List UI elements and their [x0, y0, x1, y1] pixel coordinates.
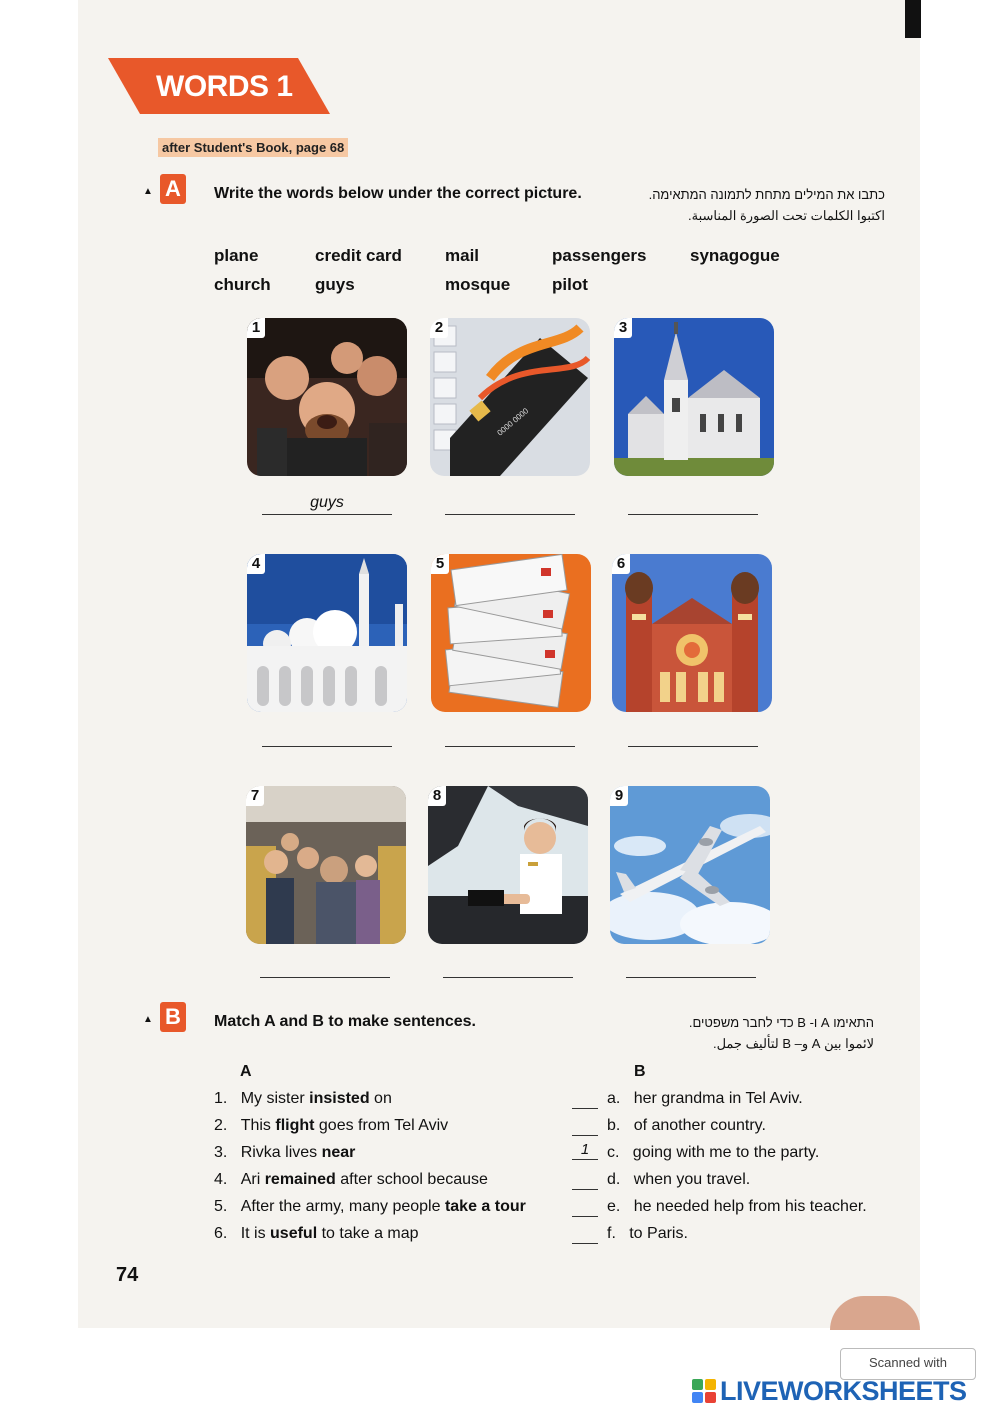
- word-guys: guys: [315, 275, 355, 294]
- item-number: 5.: [214, 1198, 228, 1215]
- page-title: WORDS 1: [156, 70, 293, 103]
- word-mail: mail: [445, 246, 480, 265]
- match-b-item-f: [607, 1225, 688, 1243]
- item-keyword: remained: [264, 1171, 336, 1188]
- answer-line-8[interactable]: [443, 957, 573, 978]
- item-keyword: near: [321, 1144, 356, 1161]
- item-text: after school because: [335, 1171, 488, 1188]
- section-a-arrow-icon: ▲: [143, 186, 153, 197]
- answer-line-1[interactable]: guys: [262, 494, 392, 515]
- match-a-item-2: [214, 1117, 448, 1135]
- picture-mail: [431, 554, 591, 712]
- item-text: going with me to the party.: [632, 1144, 820, 1161]
- answer-line-9[interactable]: [626, 957, 756, 978]
- picture-plane: [610, 786, 770, 944]
- section-a-instruction-ar: اكتبوا الكلمات تحت الصورة المناسبة.: [688, 208, 885, 223]
- match-b-item-c: [607, 1144, 819, 1162]
- match-answer-c[interactable]: 1: [572, 1141, 598, 1160]
- picture-church: [614, 318, 774, 476]
- brand-name: LIVEWORKSHEETS: [720, 1375, 967, 1406]
- match-b-item-a: [607, 1090, 803, 1108]
- picture-number: 4: [247, 554, 265, 574]
- item-keyword: take a tour: [444, 1198, 526, 1215]
- item-letter: c.: [607, 1144, 620, 1161]
- match-b-item-d: [607, 1171, 750, 1189]
- item-number: 3.: [214, 1144, 228, 1161]
- picture-number: 9: [610, 786, 628, 806]
- item-text: After the army, many people: [240, 1198, 445, 1215]
- item-text: to take a map: [317, 1225, 419, 1242]
- match-b-item-e: [607, 1198, 867, 1216]
- column-a-header: A: [240, 1063, 252, 1080]
- item-letter: f.: [607, 1225, 616, 1242]
- column-b-header: B: [634, 1063, 646, 1080]
- item-letter: d.: [607, 1171, 621, 1188]
- item-letter: b.: [607, 1117, 621, 1134]
- match-answer-d[interactable]: [572, 1171, 598, 1190]
- answer-line-3[interactable]: [628, 494, 758, 515]
- item-number: 6.: [214, 1225, 228, 1242]
- item-number: 4.: [214, 1171, 228, 1188]
- item-text: he needed help from his teacher.: [633, 1198, 867, 1215]
- word-synagogue: synagogue: [690, 246, 780, 265]
- answer-line-4[interactable]: [262, 726, 392, 747]
- section-a-instruction: Write the words below under the correct picture.: [214, 185, 582, 202]
- word-passengers: passengers: [552, 246, 647, 265]
- item-number: 1.: [214, 1090, 228, 1107]
- picture-guys-selfie: [247, 318, 407, 476]
- answer-line-6[interactable]: [628, 726, 758, 747]
- item-letter: a.: [607, 1090, 621, 1107]
- item-text: to Paris.: [629, 1225, 688, 1242]
- item-text: of another country.: [633, 1117, 766, 1134]
- scanner-watermark: Scanned with: [840, 1348, 976, 1380]
- item-text: Ari: [240, 1171, 265, 1188]
- picture-passengers: [246, 786, 406, 944]
- section-b-arrow-icon: ▲: [143, 1014, 153, 1025]
- answer-line-2[interactable]: [445, 494, 575, 515]
- item-text: when you travel.: [633, 1171, 751, 1188]
- section-b-instruction-ar: لائموا بين A و– B لتأليف جمل.: [712, 1036, 874, 1051]
- title-banner: [108, 58, 330, 114]
- picture-synagogue: [612, 554, 772, 712]
- picture-number: 8: [428, 786, 446, 806]
- book-reference: after Student's Book, page 68: [158, 138, 348, 157]
- picture-number: 6: [612, 554, 630, 574]
- picture-number: 5: [431, 554, 449, 574]
- picture-mosque: [247, 554, 407, 712]
- item-text: It is: [240, 1225, 271, 1242]
- liveworksheets-logo[interactable]: [692, 1374, 967, 1408]
- match-a-item-5: [214, 1198, 526, 1216]
- match-a-item-6: [214, 1225, 419, 1243]
- match-a-item-4: [214, 1171, 488, 1189]
- word-plane: plane: [214, 246, 259, 265]
- match-answer-b[interactable]: [572, 1117, 598, 1136]
- picture-number: 7: [246, 786, 264, 806]
- item-number: 2.: [214, 1117, 228, 1134]
- item-text: My sister: [240, 1090, 310, 1107]
- page-number: 74: [116, 1264, 139, 1286]
- answer-line-7[interactable]: [260, 957, 390, 978]
- word-credit-card: credit card: [315, 246, 402, 265]
- item-keyword: insisted: [309, 1090, 370, 1107]
- picture-credit-card: [430, 318, 590, 476]
- word-church: church: [214, 275, 271, 294]
- match-b-item-b: [607, 1117, 766, 1135]
- item-letter: e.: [607, 1198, 621, 1215]
- item-keyword: flight: [275, 1117, 315, 1134]
- match-answer-a[interactable]: [572, 1090, 598, 1109]
- item-text: Rivka lives: [240, 1144, 322, 1161]
- word-pilot: pilot: [552, 275, 588, 294]
- section-b-instruction-he: התאימו A ו- B כדי לחבר משפטים.: [688, 1015, 874, 1030]
- scan-edge: [905, 0, 921, 38]
- match-a-item-1: [214, 1090, 392, 1108]
- match-a-item-3: [214, 1144, 355, 1162]
- item-text: on: [369, 1090, 392, 1107]
- section-b-instruction: Match A and B to make sentences.: [214, 1013, 476, 1030]
- item-text: This: [240, 1117, 276, 1134]
- match-answer-f[interactable]: [572, 1225, 598, 1244]
- picture-pilot: [428, 786, 588, 944]
- item-keyword: useful: [270, 1225, 318, 1242]
- match-answer-e[interactable]: [572, 1198, 598, 1217]
- word-mosque: mosque: [445, 275, 511, 294]
- section-a-instruction-he: כתבו את המילים מתחת לתמונה המתאימה.: [648, 187, 885, 202]
- section-a-badge: A: [160, 174, 186, 204]
- picture-number: 1: [247, 318, 265, 338]
- answer-line-5[interactable]: [445, 726, 575, 747]
- section-b-badge: B: [160, 1002, 186, 1032]
- item-text: her grandma in Tel Aviv.: [633, 1090, 803, 1107]
- picture-number: 3: [614, 318, 632, 338]
- svg-text:0000 0000: 0000 0000: [495, 406, 531, 438]
- liveworksheets-grid-icon: [692, 1379, 716, 1403]
- item-text: goes from Tel Aviv: [314, 1117, 449, 1134]
- picture-number: 2: [430, 318, 448, 338]
